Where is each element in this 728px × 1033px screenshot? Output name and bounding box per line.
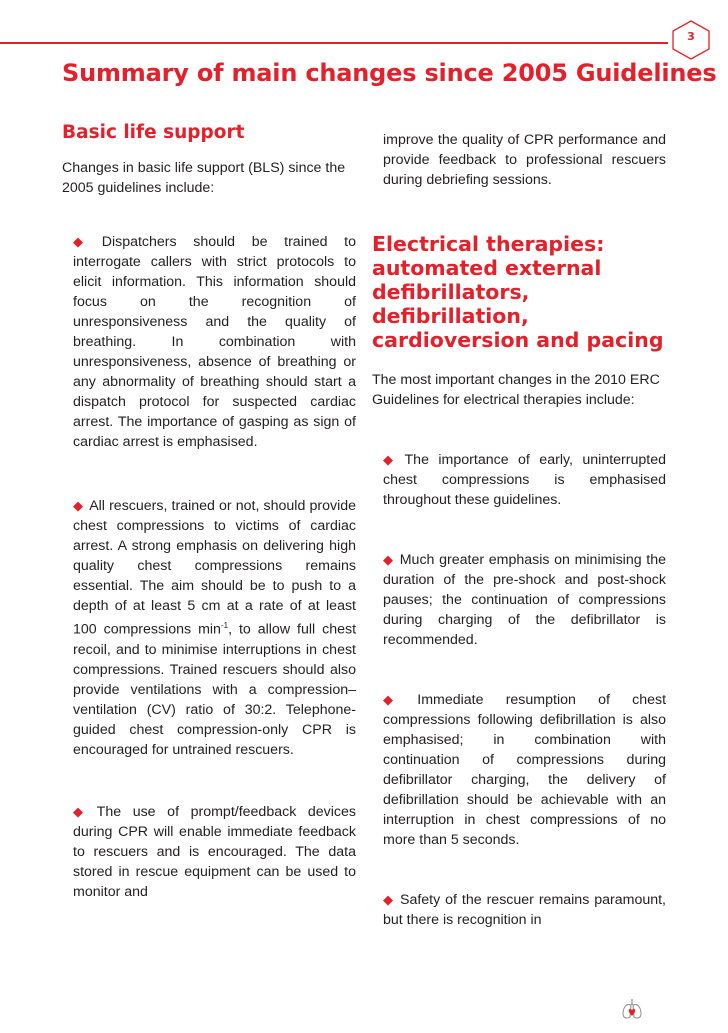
bls-heading: Basic life support (62, 122, 245, 143)
bls-intro: Changes in basic life support (BLS) since the 2005 guidelines include: (62, 160, 346, 196)
red-diamond-icon: ◆ (383, 452, 399, 467)
red-diamond-icon: ◆ (73, 234, 96, 249)
continued-paragraph: improve the quality of CPR performance and provide feedback to professional rescuers during debriefing sessions. (383, 132, 666, 188)
list-item: ◆ All rescuers, trained or not, should provide chest compressions to victims of cardiac arrest. A strong emphasis on delivering high quality chest compressions remains essential. The aim should be to push to a depth of at least 5 cm at a rate of at least 100 compressions $\min^{-1}$, to allow full chest recoil, and to minimise interruptions in chest compressions. Trained rescuers should also provide ventilations with a compression–ventilation (CV) ratio of 30:2. Telephone-guided chest compression-only CPR is encouraged for untrained rescuers. (73, 498, 357, 758)
left-column (62, 120, 356, 902)
list-item: ◆ Safety of the rescuer remains paramount, but there is recognition in (383, 892, 666, 928)
electrical-intro: The most important changes in the 2010 ERC Guidelines for electrical therapies include: (372, 372, 660, 408)
right-column (372, 130, 666, 930)
red-diamond-icon: ◆ (383, 692, 412, 707)
red-diamond-icon: ◆ (73, 498, 84, 513)
red-diamond-icon: ◆ (73, 803, 91, 819)
list-item: ◆ The importance of early, uninterrupted chest compressions is emphasised throughout these guidelines. (383, 452, 667, 508)
page-title: Summary of main changes since 2005 Guidelines (62, 59, 717, 87)
heart-lungs-logo-icon (621, 997, 643, 1021)
list-item: ◆ The use of prompt/feedback devices during CPR will enable immediate feedback to rescuers and is encouraged. The data stored in rescue equipment can be used to monitor and (73, 803, 356, 900)
electrical-heading: Electrical therapies: automated external defibrillators, defibrillation, cardioversion and pacing (372, 232, 664, 352)
red-diamond-icon: ◆ (383, 892, 394, 907)
red-diamond-icon: ◆ (383, 552, 394, 567)
list-item: ◆ Much greater emphasis on minimising the duration of the pre-shock and post-shock pauses; the continuation of compressions during charging of the defibrillator is recommended. (383, 552, 666, 648)
page-number: 3 (687, 30, 695, 43)
header-rule (0, 42, 668, 44)
list-item: ◆ Dispatchers should be trained to interrogate callers with strict protocols to elicit information. This information should focus on the recognition of unresponsiveness and the quality of breathing. In combination with unresponsiveness, absence of breathing or any abnormality of breathing should start a dispatch protocol for suspected cardiac arrest. The importance of gasping as sign of cardiac arrest is emphasised. (73, 234, 356, 450)
list-item: ◆ Immediate resumption of chest compressions following defibrillation is also emphasised; in combination with continuation of compressions during defibrillator charging, the delivery of defibrillation should be achievable with an interruption in chest compressions of no more than 5 seconds. (383, 692, 667, 848)
